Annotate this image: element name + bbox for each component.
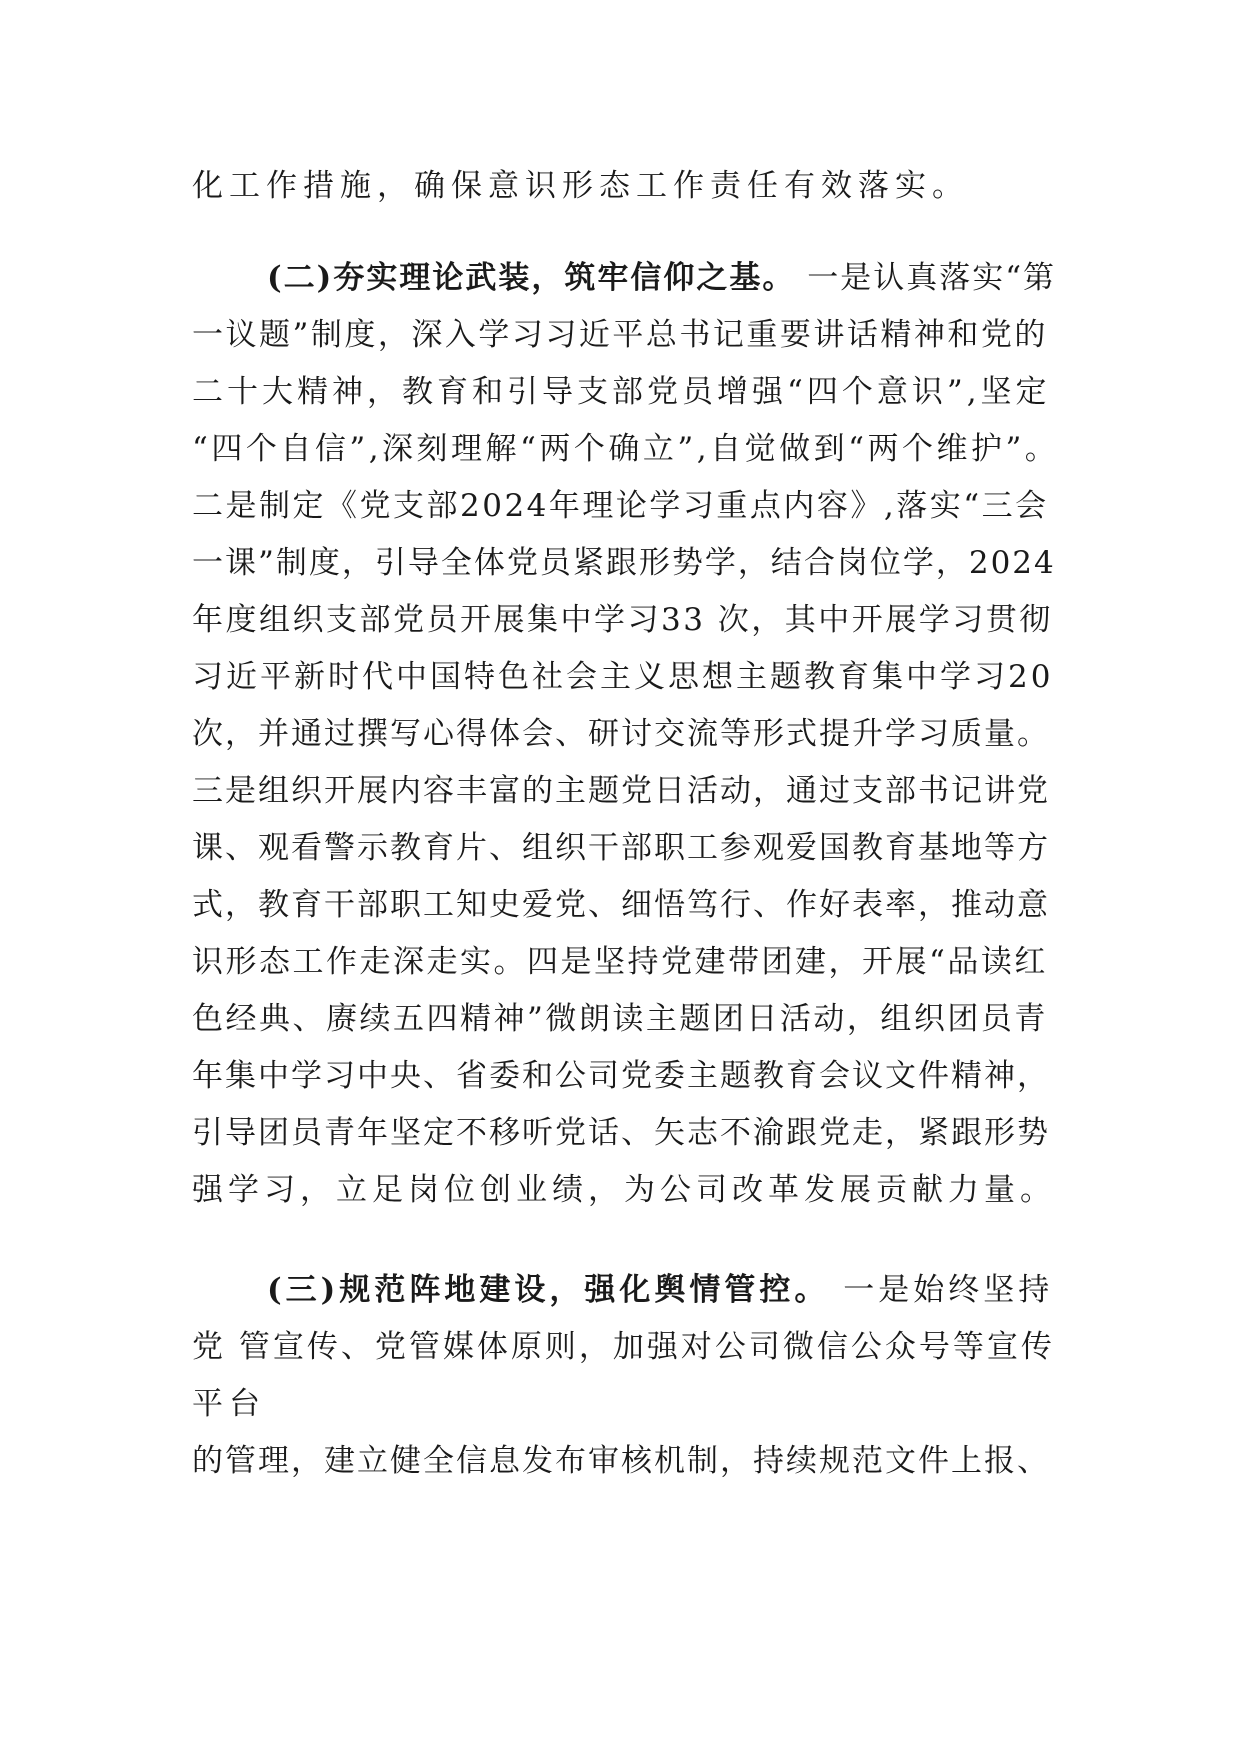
section-heading-2: (二)夯实理论武装，筑牢信仰之基。 — [267, 260, 796, 296]
text-line: 强学习，立足岗位创业绩，为公司改革发展贡献力量。 — [192, 1172, 1056, 1208]
text-line: 一议题”制度，深入学习习近平总书记重要讲话精神和党的 — [192, 317, 1048, 353]
text-line: 年度组织支部党员开展集中学习33 次，其中开展学习贯彻 — [192, 602, 1053, 638]
section-heading-3: (三)规范阵地建设，强化舆情管控。 — [267, 1272, 830, 1308]
text-line: 年集中学习中央、省委和公司党委主题教育会议文件精神， — [192, 1058, 1050, 1094]
text-line: 化工作措施，确保意识形态工作责任有效落实。 — [192, 168, 969, 204]
text-line: 色经典、赓续五四精神”微朗读主题团日活动，组织团员青 — [192, 1001, 1048, 1037]
text-line-first — [192, 1262, 1060, 1319]
text-line: 一课”制度，引导全体党员紧跟形势学，结合岗位学，2024 — [192, 545, 1056, 581]
text-line: 二十大精神，教育和引导支部党员增强“四个意识”,坚定 — [192, 374, 1051, 410]
text-line: 识形态工作走深走实。四是坚持党建带团建，开展“品读红 — [192, 944, 1048, 980]
section-2-intro: 一是认真落实“第 — [795, 260, 1057, 296]
text-line: 平台 — [192, 1386, 266, 1422]
text-line: 党 管宣传、党管媒体原则，加强对公司微信公众号等宣传 — [192, 1329, 1055, 1365]
text-line: 的管理，建立健全信息发布审核机制，持续规范文件上报、 — [192, 1443, 1050, 1479]
text-line: “四个自信”,深刻理解“两个确立”,自觉做到“两个维护”。 — [192, 431, 1060, 467]
document-page — [192, 158, 1060, 1490]
text-line: 课、观看警示教育片、组织干部职工参观爱国教育基地等方 — [192, 830, 1050, 866]
paragraph-section-2 — [192, 250, 1060, 1219]
paragraph-section-3 — [192, 1262, 1060, 1490]
text-line: 次，并通过撰写心得体会、研讨交流等形式提升学习质量。 — [192, 716, 1050, 752]
text-line: 式，教育干部职工知史爱党、细悟笃行、作好表率，推动意 — [192, 887, 1050, 923]
text-line: 习近平新时代中国特色社会主义思想主题教育集中学习20 — [192, 659, 1054, 695]
text-line-first — [192, 250, 1060, 307]
text-line: 二是制定《党支部2024年理论学习重点内容》,落实“三会 — [192, 488, 1049, 524]
text-line: 三是组织开展内容丰富的主题党日活动，通过支部书记讲党 — [192, 773, 1050, 809]
text-line: 引导团员青年坚定不移听党话、矢志不渝跟党走，紧跟形势 — [192, 1115, 1050, 1151]
paragraph-continuation — [192, 158, 1060, 215]
section-3-intro: 一是始终坚持 — [829, 1272, 1054, 1308]
